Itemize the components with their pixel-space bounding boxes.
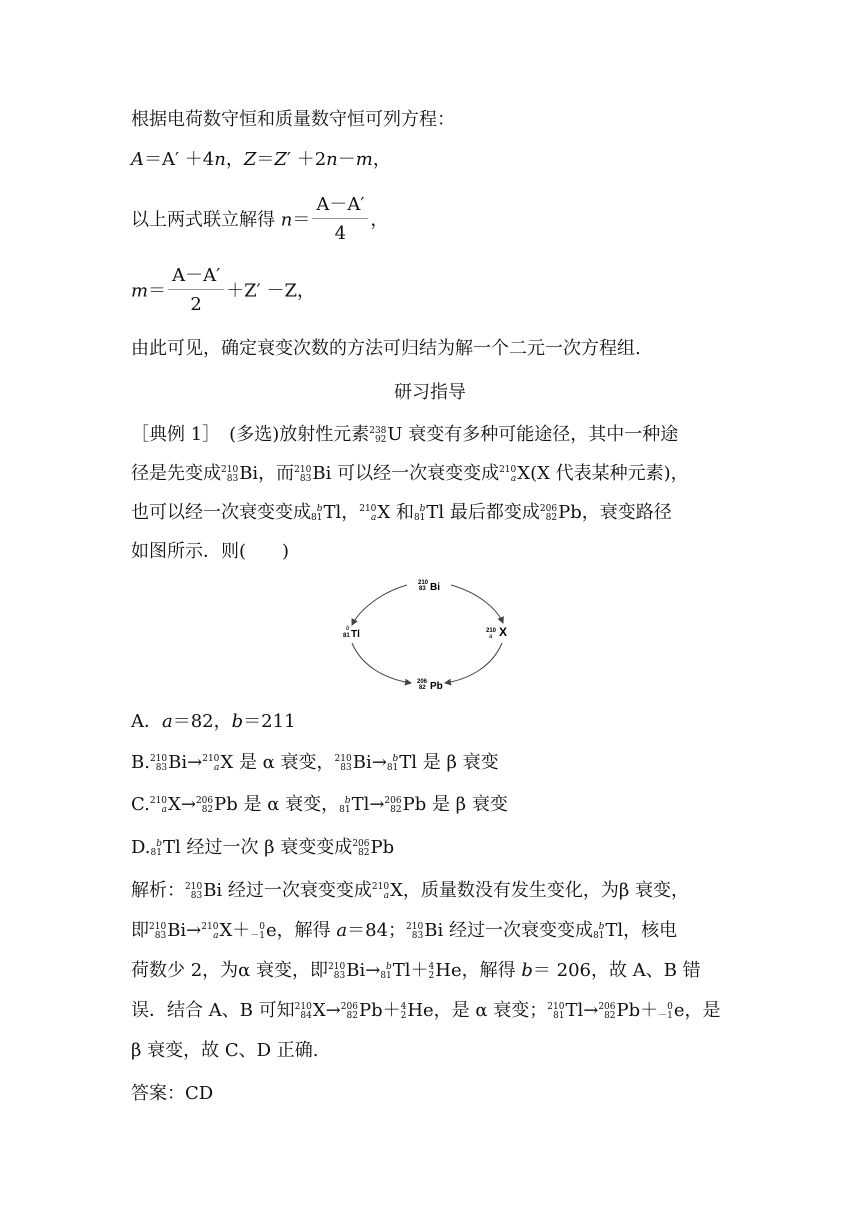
option-b: B. 210 83 Bi→ 210 a X 是 α 衰变， 210 83 Bi→ b 81 Tl 是 β 衰变 [131,752,499,773]
svg-text:Bi: Bi [430,582,440,593]
svg-text:210: 210 [418,580,429,586]
svg-text:b: b [346,626,350,632]
answer-line: 答案：CD [131,1083,214,1104]
fraction-m: $\frac{A-A'}{2}$ [168,263,224,320]
svg-text:210: 210 [486,628,497,634]
svg-text:Tl: Tl [351,629,360,640]
svg-text:82: 82 [419,685,426,691]
svg-text:X: X [499,625,508,639]
option-d: D. b 81 Tl 经过一次 β 衰变变成 206 82 Pb [131,837,395,858]
paragraph-conclusion: 由此可见，确定衰变次数的方法可归结为解一个二元一次方程组. [131,338,641,359]
solution-line-5: β 衰变，故 C、D 正确. [131,1040,319,1061]
option-a: A．a＝82，b＝211 [131,711,296,732]
svg-text:Pb: Pb [430,681,443,692]
solution-line-2: 即 210 83 Bi→ 210 a X＋ 0 －1 e，解得 a＝84； 210 83 Bi 经过一次衰变变成 b 81 Tl，核电 [131,920,678,941]
node-pb [417,679,443,692]
equation-line-n: 以上两式联立解得 n＝ $\frac{A-A'}{4}$ ， [131,192,388,249]
section-heading: 研习指导 [394,382,466,403]
svg-text:206: 206 [417,679,428,685]
svg-text:83: 83 [419,586,426,592]
option-c: C. 210 a X→ 206 82 Pb 是 α 衰变， b 81 Tl→ 206 82 Pb 是 β 衰变 [131,794,508,815]
svg-text:81: 81 [343,633,350,639]
equation-line-1: A＝A′ ＋4n，Z＝Z′ ＋2n－m， [131,149,391,170]
arrow-bi-to-tl [352,585,407,625]
arrow-tl-to-pb [352,643,411,683]
example-line-4: 如图所示．则( ) [131,541,290,562]
fraction-n: $\frac{A-A'}{4}$ [312,192,368,249]
paragraph-1: 根据电荷数守恒和质量数守恒可列方程： [131,109,455,130]
arrow-bi-to-x [451,585,503,623]
node-tl [343,626,360,640]
equation-line-m: m＝ $\frac{A-A'}{2}$ ＋Z′ －Z， [131,263,315,320]
svg-text:a: a [489,634,493,640]
solution-line-3: 荷数少 2，为α 衰变，即 210 83 Bi→ b 81 Tl＋ 4 2 He，解得 b＝ 206，故 A、B 错 [131,960,701,981]
node-x [486,625,507,640]
solution-line-4: 误．结合 A、B 可知 210 84 X→ 206 82 Pb＋ 4 2 He，是 α 衰变； 210 81 Tl→ 206 82 Pb＋ 0 －1 e，是 [131,1000,721,1021]
decay-path-diagram [339,575,519,695]
arrow-x-to-pb [445,643,502,683]
example-line-3: 也可以经一次衰变变成 b 81 Tl， 210 a X 和 b 81 Tl 最后都变成 206 82 Pb，衰变路径 [131,502,672,523]
solution-line-1: 解析： 210 83 Bi 经过一次衰变变成 210 a X，质量数没有发生变化，为β 衰变， [131,880,690,901]
example-line-1: ［典例 1］ (多选)放射性元素 238 92 U 衰变有多种可能途径，其中一种途 [131,424,679,445]
node-bi [418,580,440,593]
example-line-2: 径是先变成 210 83 Bi，而 210 83 Bi 可以经一次衰变变成 210 a X(X 代表某种元素)， [131,463,689,484]
